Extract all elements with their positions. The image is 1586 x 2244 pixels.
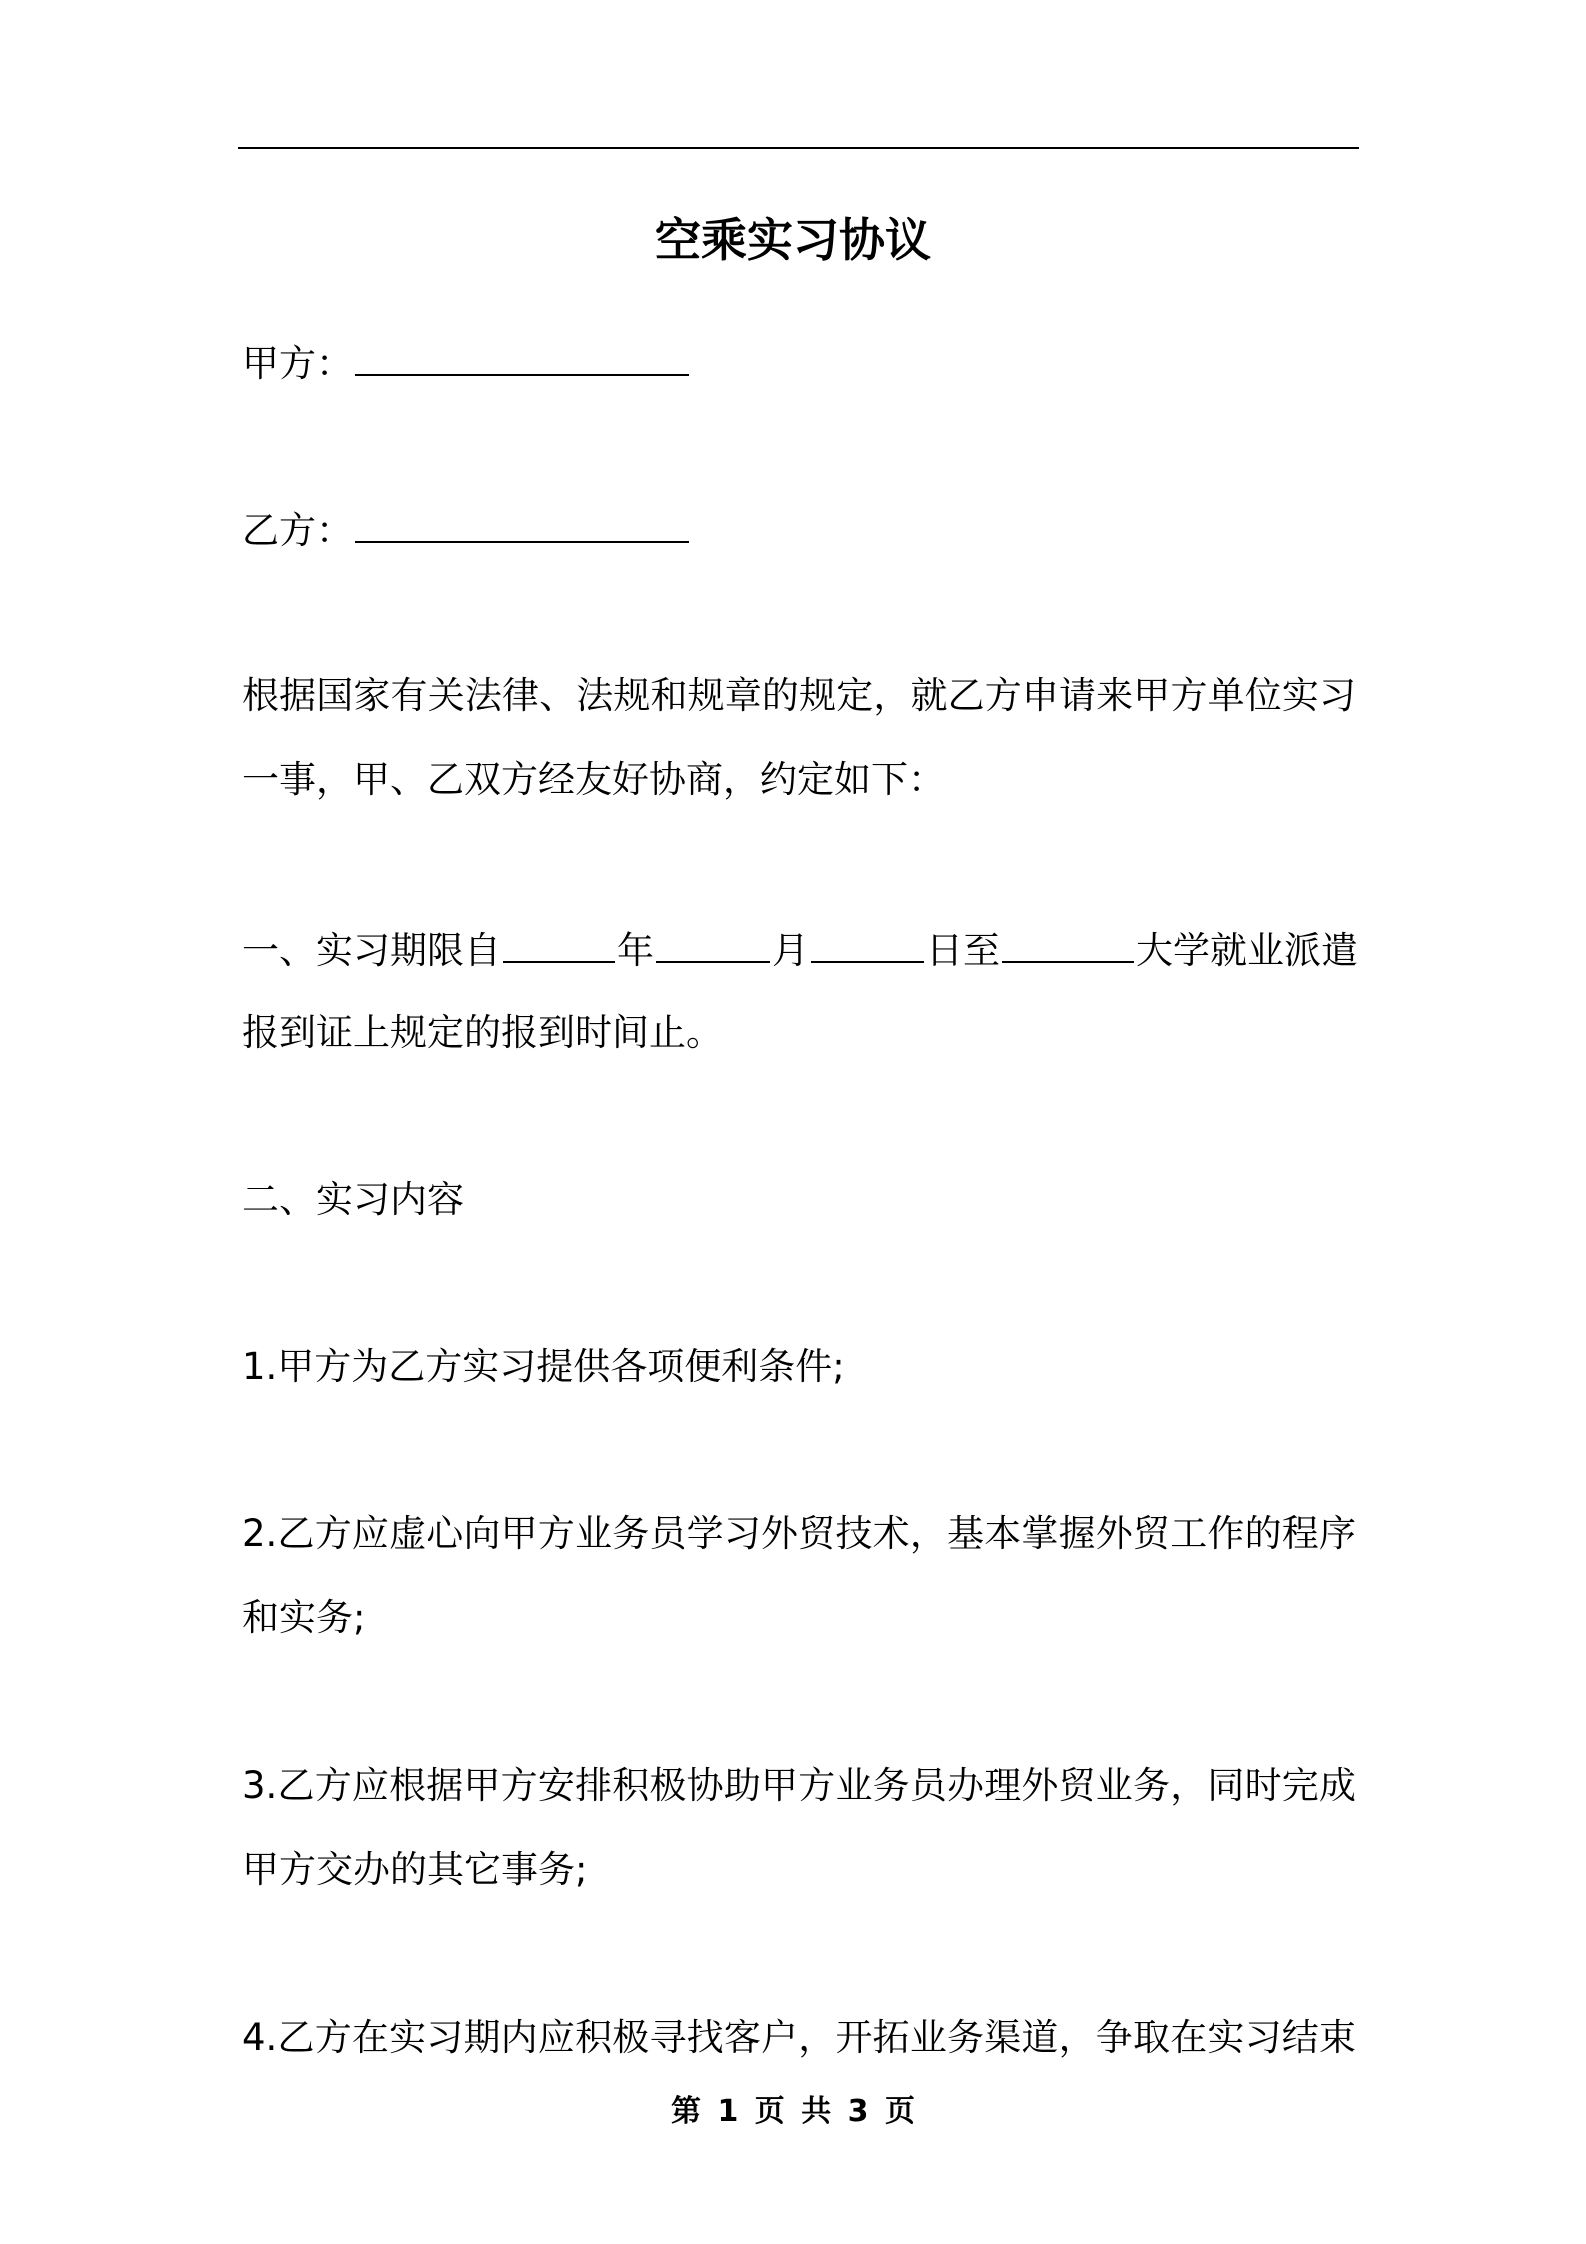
party-b-label: 乙方： (242, 509, 353, 552)
item-3-line-2: 甲方交办的其它事务; (242, 1848, 588, 1891)
day-to-label: 日至 (926, 929, 1000, 972)
item-2-line-1: 2.乙方应虚心向甲方业务员学习外贸技术，基本掌握外贸工作的程序 (242, 1512, 1356, 1555)
month-label: 月 (772, 929, 809, 972)
university-blank[interactable] (1002, 923, 1134, 963)
clause-1-prefix: 一、实习期限自 (242, 929, 501, 972)
section-2-heading: 二、实习内容 (242, 1178, 464, 1221)
month-blank[interactable] (656, 923, 770, 963)
item-1-line-1: 1.甲方为乙方实习提供各项便利条件; (242, 1345, 845, 1388)
page-number-footer: 第 1 页 共 3 页 (671, 2094, 915, 2129)
clause-1-line-1 (242, 923, 1356, 977)
party-b-blank[interactable] (355, 503, 689, 543)
preamble-line-2: 一事，甲、乙双方经友好协商，约定如下： (242, 758, 945, 801)
party-a-label: 甲方： (242, 342, 353, 385)
item-4-line-1: 4.乙方在实习期内应积极寻找客户，开拓业务渠道，争取在实习结束 (242, 2016, 1356, 2059)
party-b-line (242, 503, 691, 557)
year-label: 年 (617, 929, 654, 972)
document-title: 空乘实习协议 (655, 213, 931, 267)
preamble-line-1: 根据国家有关法律、法规和规章的规定，就乙方申请来甲方单位实习 (242, 674, 1356, 717)
day-blank[interactable] (811, 923, 924, 963)
party-a-line (242, 336, 691, 390)
clause-1-line-2: 报到证上规定的报到时间止。 (242, 1011, 723, 1054)
item-3-line-1: 3.乙方应根据甲方安排积极协助甲方业务员办理外贸业务，同时完成 (242, 1764, 1356, 1807)
item-2-line-2: 和实务; (242, 1596, 366, 1639)
header-rule (238, 147, 1359, 149)
party-a-blank[interactable] (355, 336, 689, 376)
clause-1-suffix: 大学就业派遣 (1136, 929, 1358, 972)
year-blank[interactable] (503, 923, 615, 963)
